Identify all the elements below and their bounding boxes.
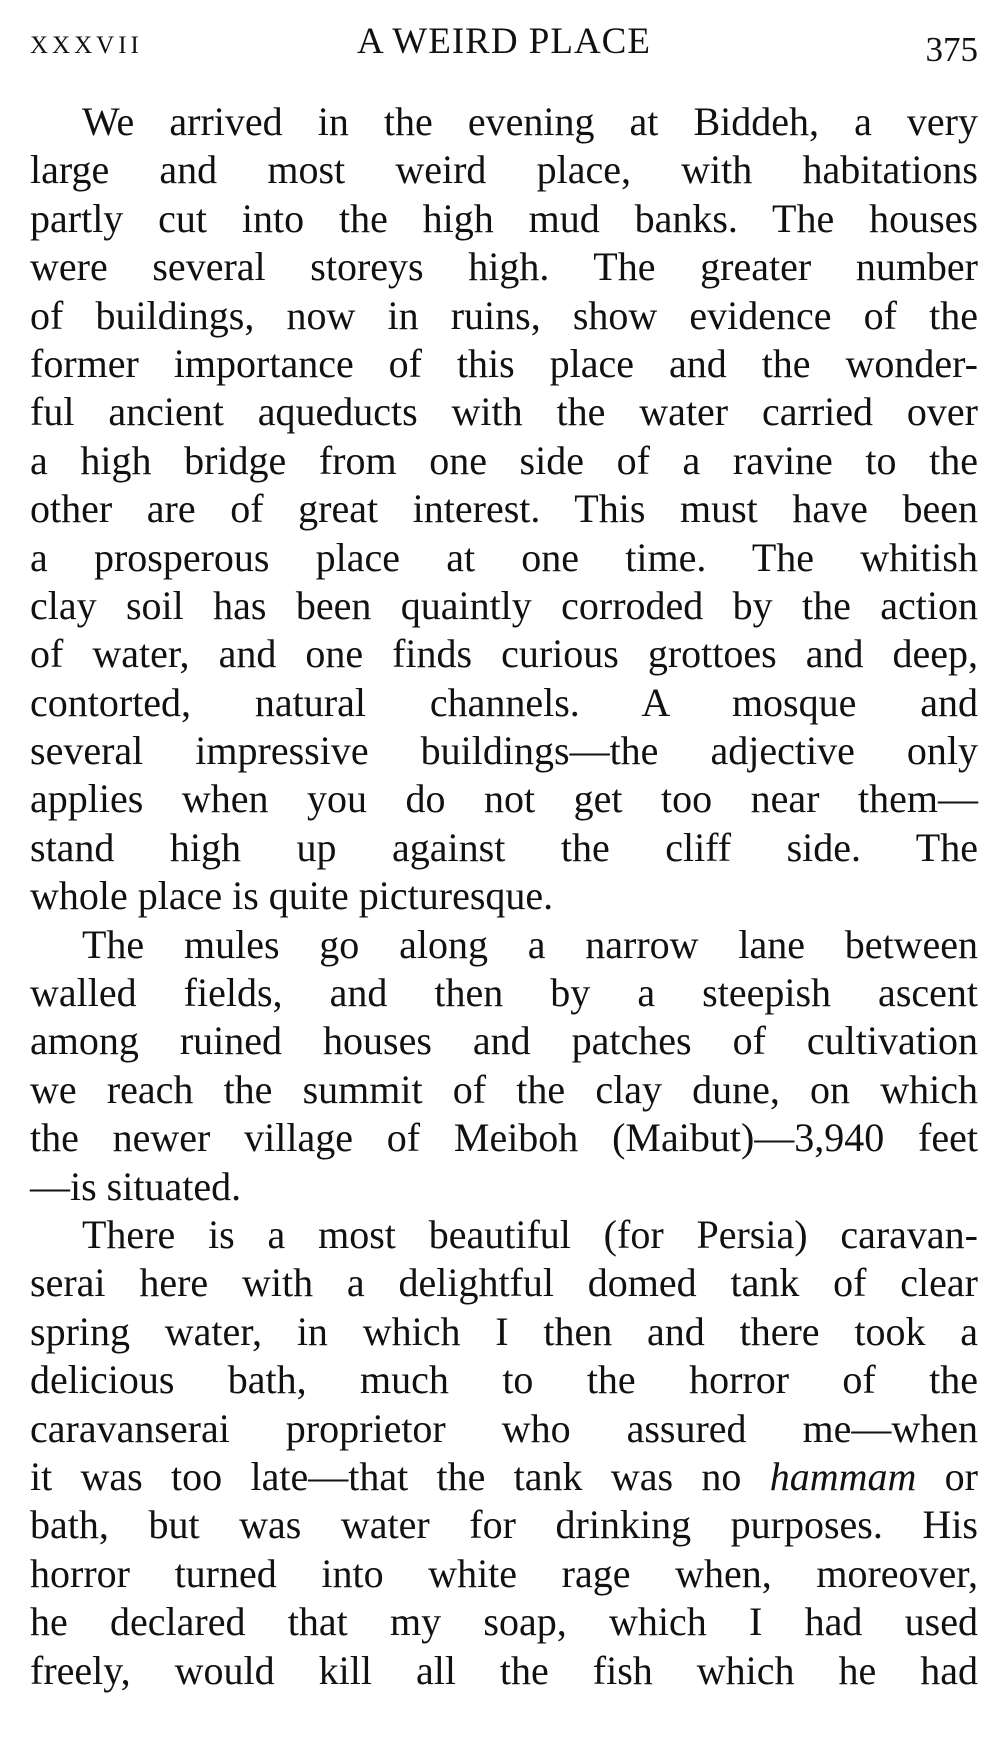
text-line: We arrived in the evening at Biddeh, a very [82,99,978,144]
running-title: A WEIRD PLACE [357,21,651,62]
italic-word: hammam [769,1453,917,1499]
text-line: whole place is quite picturesque. [30,873,554,919]
text-line: a prosperous place at one time. The whitish [30,534,978,580]
text-line: former importance of this place and the wonder- [30,340,978,386]
text-line: delicious bath, much to the horror of the [30,1357,978,1403]
text-line: contorted, natural channels. A mosque and [30,679,978,725]
text-line: of water, and one finds curious grottoes and deep, [30,631,978,677]
text-line: of buildings, now in ruins, show evidence of the [30,292,978,338]
text-line: stand high up against the cliff side. The [30,824,978,870]
text-line: large and most weird place, with habitations [30,147,978,193]
body-text [30,98,978,1695]
text-line: walled fields, and then by a steepish ascent [30,970,978,1016]
text-line: There is a most beautiful (for Persia) caravan- [82,1211,978,1257]
text-line: were several storeys high. The greater number [30,244,978,290]
text-line: he declared that my soap, which I had used [30,1599,978,1645]
text-segment: or [916,1453,979,1499]
text-line: a high bridge from one side of a ravine to the [30,437,978,483]
text-line: clay soil has been quaintly corroded by the action [30,582,978,628]
text-line: ful ancient aqueducts with the water carried over [30,389,978,435]
chapter-number: XXXVII [30,32,143,59]
text-line: several impressive buildings—the adjective only [30,728,978,774]
text-line: partly cut into the high mud banks. The houses [30,195,978,241]
text-segment: it was too late—that the tank was no [30,1453,770,1499]
text-line: among ruined houses and patches of cultivation [30,1018,978,1064]
text-line: the newer village of Meiboh (Maibut)—3,940 feet [30,1115,978,1161]
text-line: freely, would kill all the fish which he had [30,1647,978,1693]
text-line: we reach the summit of the clay dune, on which [30,1066,978,1112]
text-line: other are of great interest. This must have been [30,486,978,532]
text-line: horror turned into white rage when, moreover, [30,1550,978,1596]
text-line: caravanserai proprietor who assured me—when [30,1405,978,1451]
text-line: spring water, in which I then and there took a [30,1308,978,1354]
text-line: serai here with a delightful domed tank of clear [30,1260,978,1306]
text-line: bath, but was water for drinking purposes. His [30,1502,978,1548]
text-line: applies when you do not get too near them— [30,776,978,822]
running-head [30,18,978,78]
text-line: The mules go along a narrow lane between [82,921,978,967]
text-line-with-italic [30,1453,978,1501]
text-line: —is situated. [30,1163,242,1209]
page-number: 375 [925,30,978,69]
